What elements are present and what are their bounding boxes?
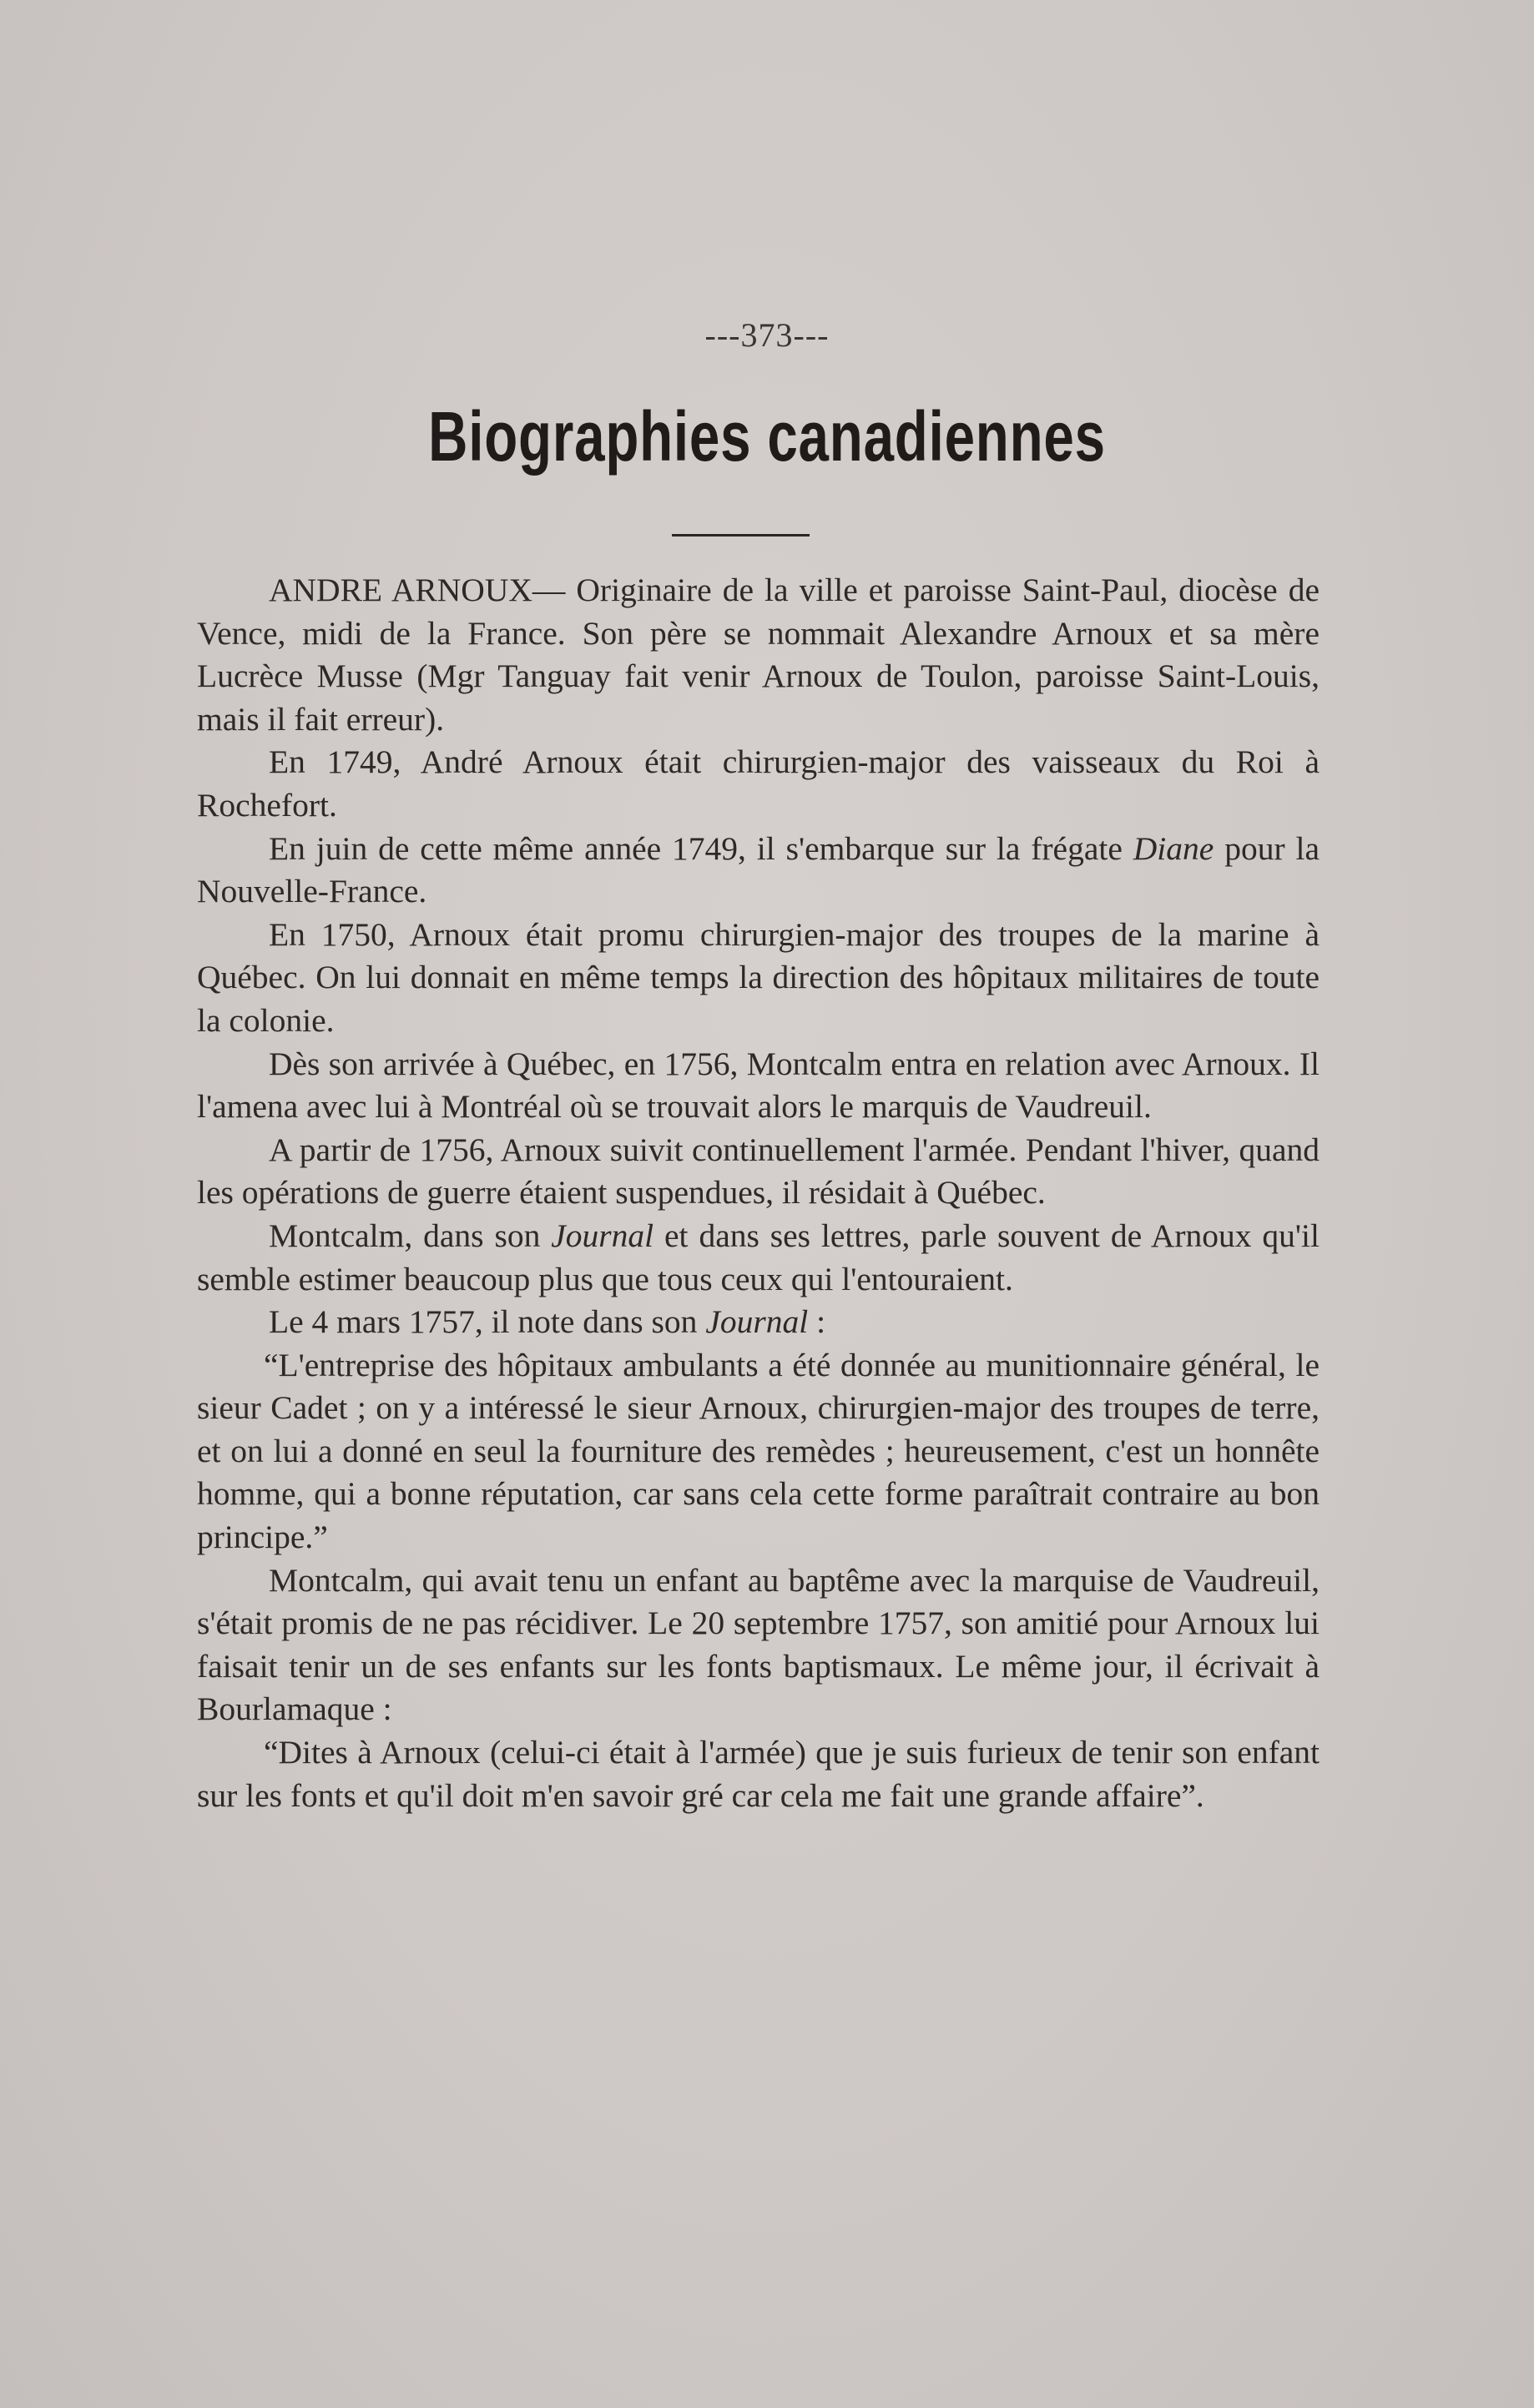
paragraph: Le 4 mars 1757, il note dans son Journal : [269, 1303, 826, 1341]
paragraph: En juin de cette même année 1749, il s'embarque sur la frégate Diane pour la Nouvelle-France. [197, 829, 1320, 910]
paragraph: Montcalm, dans son Journal et dans ses lettres, parle souvent de Arnoux qu'il semble estimer beaucoup plus que tous ceux qui l'entouraient. [197, 1217, 1320, 1297]
quote-paragraph: “L'entreprise des hôpitaux ambulants a été donnée au munitionnaire général, le sieur Cadet ; on y a intéressé le sieur Arnoux, chirurgien-major des troupes de terre, et on lui a donné en seul la fourniture des remèdes ; heureusement, c'est un honnête homme, qui a bonne réputation, car sans cela cette forme paraîtrait contraire au bon principe.” [197, 1346, 1320, 1556]
page-number: ---373--- [704, 316, 830, 354]
paragraph: ANDRE ARNOUX— Originaire de la ville et paroisse Saint-Paul, diocèse de Vence, midi de la France. Son père se nommait Alexandre Arnoux et sa mère Lucrèce Musse (Mgr Tanguay fait venir Arnoux de Toulon, paroisse Saint-Louis, mais il fait erreur). [197, 572, 1320, 738]
quote-paragraph: “Dites à Arnoux (celui-ci était à l'armée) que je suis furieux de tenir son enfant sur les fonts et qu'il doit m'en savoir gré car cela me fait une grande affaire”. [197, 1734, 1320, 1814]
paragraph: En 1750, Arnoux était promu chirurgien-major des troupes de la marine à Québec. On lui donnait en même temps la direction des hôpitaux militaires de toute la colonie. [197, 915, 1320, 1039]
paragraph: Dès son arrivée à Québec, en 1756, Montcalm entra en relation avec Arnoux. Il l'amena avec lui à Montréal où se trouvait alors le marquis de Vaudreuil. [197, 1045, 1320, 1126]
paragraph: A partir de 1756, Arnoux suivit continuellement l'armée. Pendant l'hiver, quand les opérations de guerre étaient suspendues, il résidait à Québec. [197, 1131, 1320, 1212]
page-title: Biographies canadiennes [428, 397, 1106, 476]
paragraph: Montcalm, qui avait tenu un enfant au baptême avec la marquise de Vaudreuil, s'était promis de ne pas récidiver. Le 20 septembre 1757, son amitié pour Arnoux lui faisait tenir un de ses enfants sur les fonts baptismaux. Le même jour, il écrivait à Bourlamaque : [197, 1561, 1320, 1728]
title-rule [672, 534, 810, 537]
paragraph: En 1749, André Arnoux était chirurgien-major des vaisseaux du Roi à Rochefort. [197, 743, 1320, 824]
article-body [197, 569, 1320, 1817]
